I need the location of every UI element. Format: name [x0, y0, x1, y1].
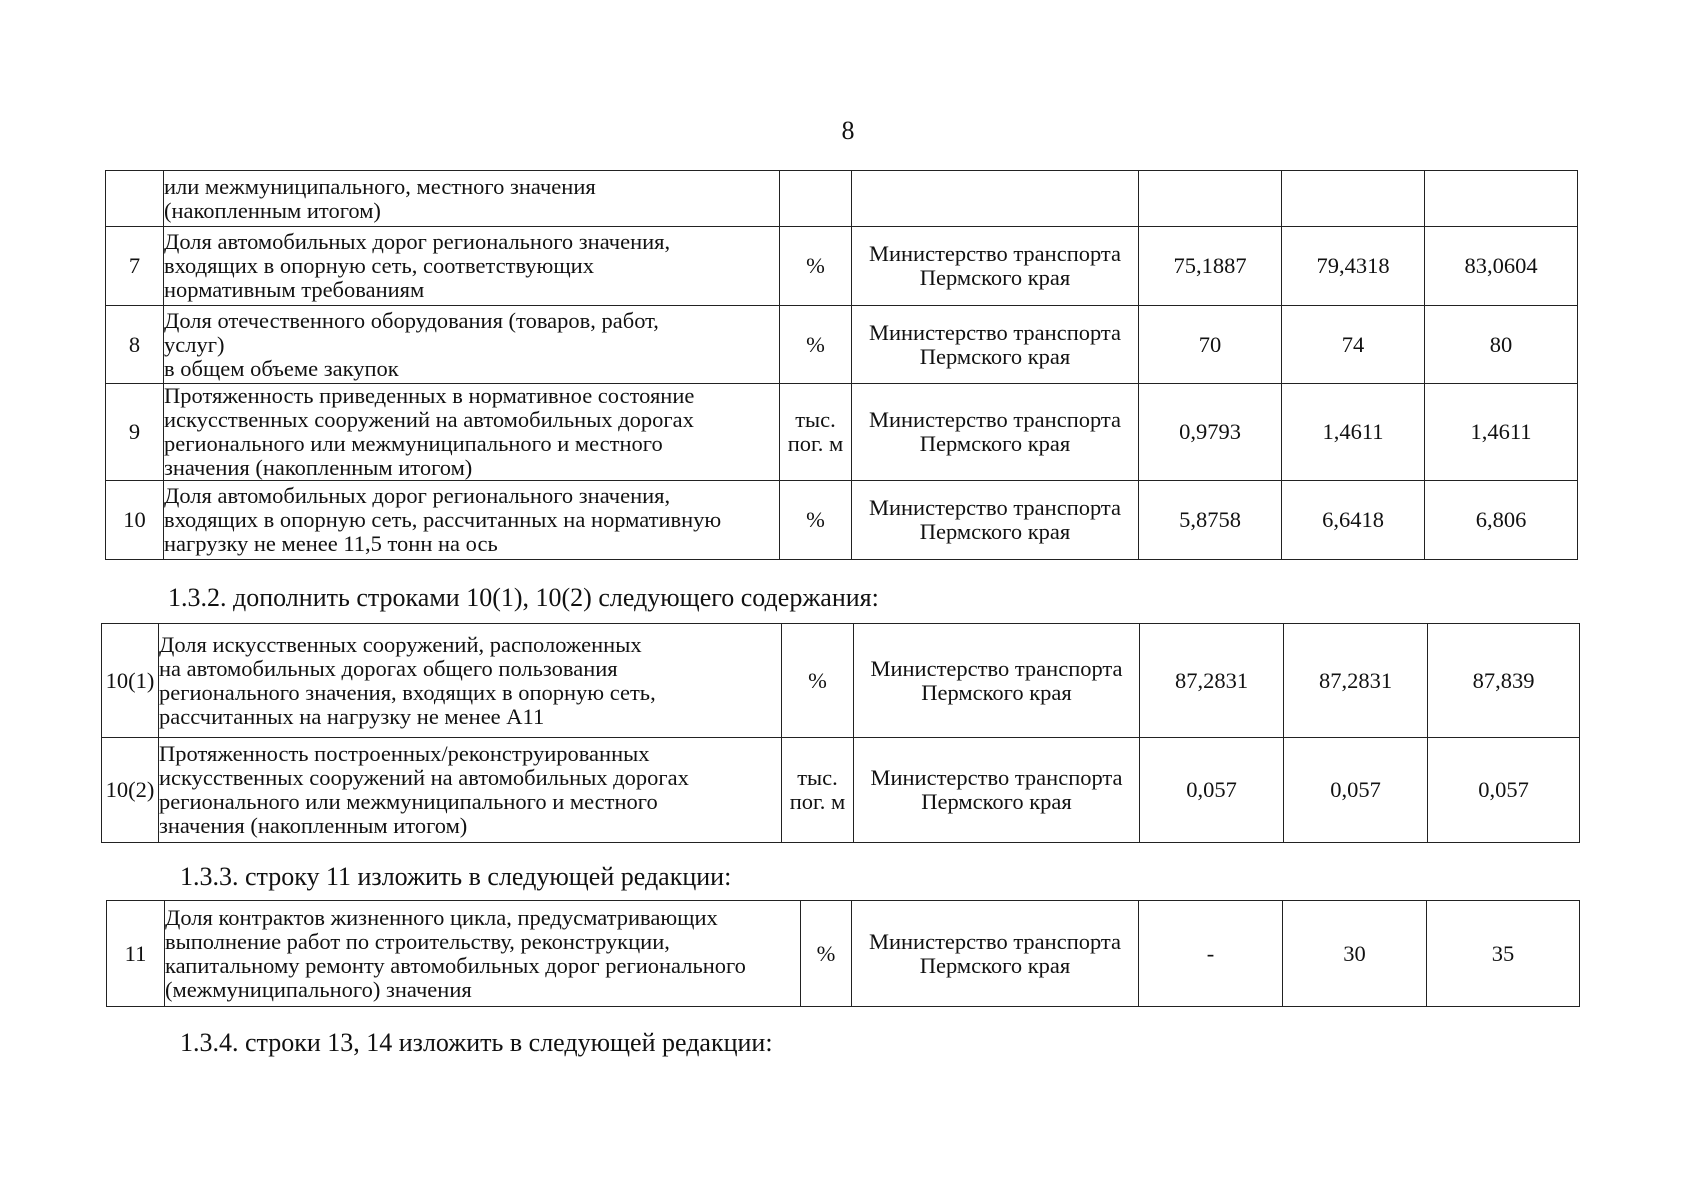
responsible-executor — [854, 738, 1140, 843]
unit-of-measure — [780, 384, 852, 481]
row-number: 10 — [106, 481, 164, 560]
responsible-executor — [852, 384, 1139, 481]
indicator-value-2: 74 — [1282, 306, 1425, 384]
indicator-name-line: или межмуниципального, местного значения — [164, 173, 596, 199]
indicator-name-line: на автомобильных дорогах общего пользования — [159, 655, 618, 681]
indicator-value-2 — [1282, 171, 1425, 227]
indicator-value-3: 87,839 — [1428, 624, 1580, 738]
indicator-value-1: - — [1139, 901, 1283, 1007]
indicator-value-1: 5,8758 — [1139, 481, 1282, 560]
indicator-name-line: (межмуниципального) значения — [165, 976, 472, 1002]
indicator-name-line: искусственных сооружений на автомобильных дорогах — [159, 765, 689, 790]
responsible-line: Пермского края — [919, 519, 1071, 544]
instruction-1-3-2: 1.3.2. дополнить строками 10(1), 10(2) следующего содержания: — [168, 583, 879, 612]
indicator-name-line: регионального значения, входящих в опорную сеть, — [159, 679, 656, 705]
responsible-line: Министерство транспорта — [868, 407, 1122, 432]
unit-line: тыс. — [797, 765, 838, 790]
indicator-name-line: регионального или межмуниципального и местного — [159, 789, 658, 814]
unit-of-measure — [780, 306, 852, 384]
indicator-name — [165, 901, 801, 1007]
indicator-value-1: 70 — [1139, 306, 1282, 384]
responsible-executor — [852, 306, 1139, 384]
row-number: 10(1) — [102, 624, 159, 738]
responsible-executor — [852, 481, 1139, 560]
responsible-line: Министерство транспорта — [868, 495, 1122, 520]
indicator-name — [164, 227, 780, 306]
responsible-line: Пермского края — [919, 431, 1071, 456]
indicator-name-line: нагрузку не менее 11,5 тонн на ось — [164, 531, 498, 556]
indicator-name — [159, 738, 782, 843]
responsible-executor — [852, 901, 1139, 1007]
indicator-value-3: 1,4611 — [1425, 384, 1578, 481]
indicator-name-line: Доля отечественного оборудования (товаров, работ, — [164, 307, 659, 333]
responsible-line: Министерство транспорта — [870, 765, 1123, 790]
instruction-1-3-4: 1.3.4. строки 13, 14 изложить в следующей редакции: — [180, 1028, 773, 1057]
responsible-executor — [852, 227, 1139, 306]
indicator-name-line: рассчитанных на нагрузку не менее А11 — [159, 703, 545, 729]
row-number: 7 — [106, 227, 164, 306]
indicator-name — [164, 384, 780, 481]
indicator-value-1 — [1139, 171, 1282, 227]
unit-line: пог. м — [787, 431, 844, 456]
indicator-value-2: 0,057 — [1284, 738, 1428, 843]
row-number: 8 — [106, 306, 164, 384]
indicator-value-1: 0,057 — [1140, 738, 1284, 843]
indicator-value-1: 75,1887 — [1139, 227, 1282, 306]
indicator-name-line: регионального или межмуниципального и местного — [164, 431, 663, 456]
indicator-name — [164, 481, 780, 560]
indicator-value-1: 0,9793 — [1139, 384, 1282, 481]
unit-line: % — [806, 331, 825, 357]
row-number: 9 — [106, 384, 164, 481]
indicator-table-added-rows — [101, 623, 1580, 843]
indicator-name — [164, 171, 780, 227]
indicator-name-line: Протяженность построенных/реконструированных — [159, 741, 650, 766]
table-row — [102, 738, 1580, 843]
indicator-name — [159, 624, 782, 738]
indicator-value-2: 30 — [1283, 901, 1427, 1007]
indicator-value-2: 87,2831 — [1284, 624, 1428, 738]
responsible-line — [852, 187, 1138, 211]
unit-of-measure — [780, 481, 852, 560]
responsible-line: Пермского края — [919, 265, 1071, 290]
table-row — [106, 171, 1578, 227]
indicator-name-line: Доля автомобильных дорог регионального значения, — [164, 483, 671, 508]
indicator-value-2: 79,4318 — [1282, 227, 1425, 306]
responsible-line: Министерство транспорта — [868, 241, 1122, 266]
table-row — [106, 227, 1578, 306]
row-number: 10(2) — [102, 738, 159, 843]
page-number: 8 — [841, 116, 855, 145]
indicator-value-1: 87,2831 — [1140, 624, 1284, 738]
unit-line: % — [806, 253, 825, 278]
unit-line: пог. м — [789, 789, 846, 814]
indicator-name-line: входящих в опорную сеть, рассчитанных на нормативную — [164, 507, 722, 532]
responsible-line: Пермского края — [921, 679, 1072, 705]
indicator-name — [164, 306, 780, 384]
unit-of-measure — [801, 901, 852, 1007]
responsible-executor — [852, 171, 1139, 227]
indicator-name-line: услуг) — [164, 331, 225, 357]
unit-of-measure — [780, 171, 852, 227]
unit-line — [780, 187, 851, 211]
unit-of-measure — [780, 227, 852, 306]
indicator-name-line: Доля контрактов жизненного цикла, предусматривающих — [165, 904, 718, 930]
indicator-name-line: нормативным требованиям — [164, 277, 425, 302]
indicator-value-3 — [1425, 171, 1578, 227]
responsible-line: Пермского края — [919, 952, 1071, 978]
indicator-name-line: (накопленным итогом) — [164, 197, 381, 223]
row-number — [106, 171, 164, 227]
unit-line: % — [806, 507, 825, 532]
indicator-name-line: искусственных сооружений на автомобильных дорогах — [164, 407, 694, 432]
unit-of-measure — [782, 624, 854, 738]
table-row — [106, 481, 1578, 560]
indicator-value-2: 6,6418 — [1282, 481, 1425, 560]
indicator-name-line: значения (накопленным итогом) — [159, 813, 468, 838]
indicator-name-line: в общем объеме закупок — [164, 355, 399, 381]
indicator-name-line: Доля искусственных сооружений, расположенных — [159, 631, 642, 657]
indicator-name-line: выполнение работ по строительству, реконструкции, — [165, 928, 670, 954]
unit-line: тыс. — [795, 407, 836, 432]
indicator-name-line: Доля автомобильных дорог регионального значения, — [164, 229, 671, 254]
indicator-value-3: 6,806 — [1425, 481, 1578, 560]
indicator-name-line: капитальному ремонту автомобильных дорог регионального — [165, 952, 746, 978]
indicator-name-line: Протяженность приведенных в нормативное состояние — [164, 383, 695, 408]
unit-line: % — [816, 940, 836, 966]
indicator-value-3: 35 — [1427, 901, 1580, 1007]
indicator-value-3: 0,057 — [1428, 738, 1580, 843]
indicator-value-3: 83,0604 — [1425, 227, 1578, 306]
unit-of-measure — [782, 738, 854, 843]
unit-line: % — [808, 667, 827, 693]
instruction-1-3-3: 1.3.3. строку 11 изложить в следующей редакции: — [180, 862, 732, 891]
table-row — [107, 901, 1580, 1007]
table-row — [106, 384, 1578, 481]
responsible-line: Пермского края — [919, 343, 1071, 369]
responsible-line: Министерство транспорта — [870, 655, 1123, 681]
indicator-table-row-11 — [106, 900, 1580, 1007]
row-number: 11 — [107, 901, 165, 1007]
responsible-line: Пермского края — [921, 789, 1072, 814]
responsible-line: Министерство транспорта — [868, 928, 1122, 954]
responsible-executor — [854, 624, 1140, 738]
indicator-value-3: 80 — [1425, 306, 1578, 384]
indicator-table-continuation — [105, 170, 1578, 560]
indicator-name-line: входящих в опорную сеть, соответствующих — [164, 253, 594, 278]
responsible-line: Министерство транспорта — [868, 319, 1122, 345]
indicator-name-line: значения (накопленным итогом) — [164, 455, 473, 480]
indicator-value-2: 1,4611 — [1282, 384, 1425, 481]
table-row — [102, 624, 1580, 738]
table-row — [106, 306, 1578, 384]
